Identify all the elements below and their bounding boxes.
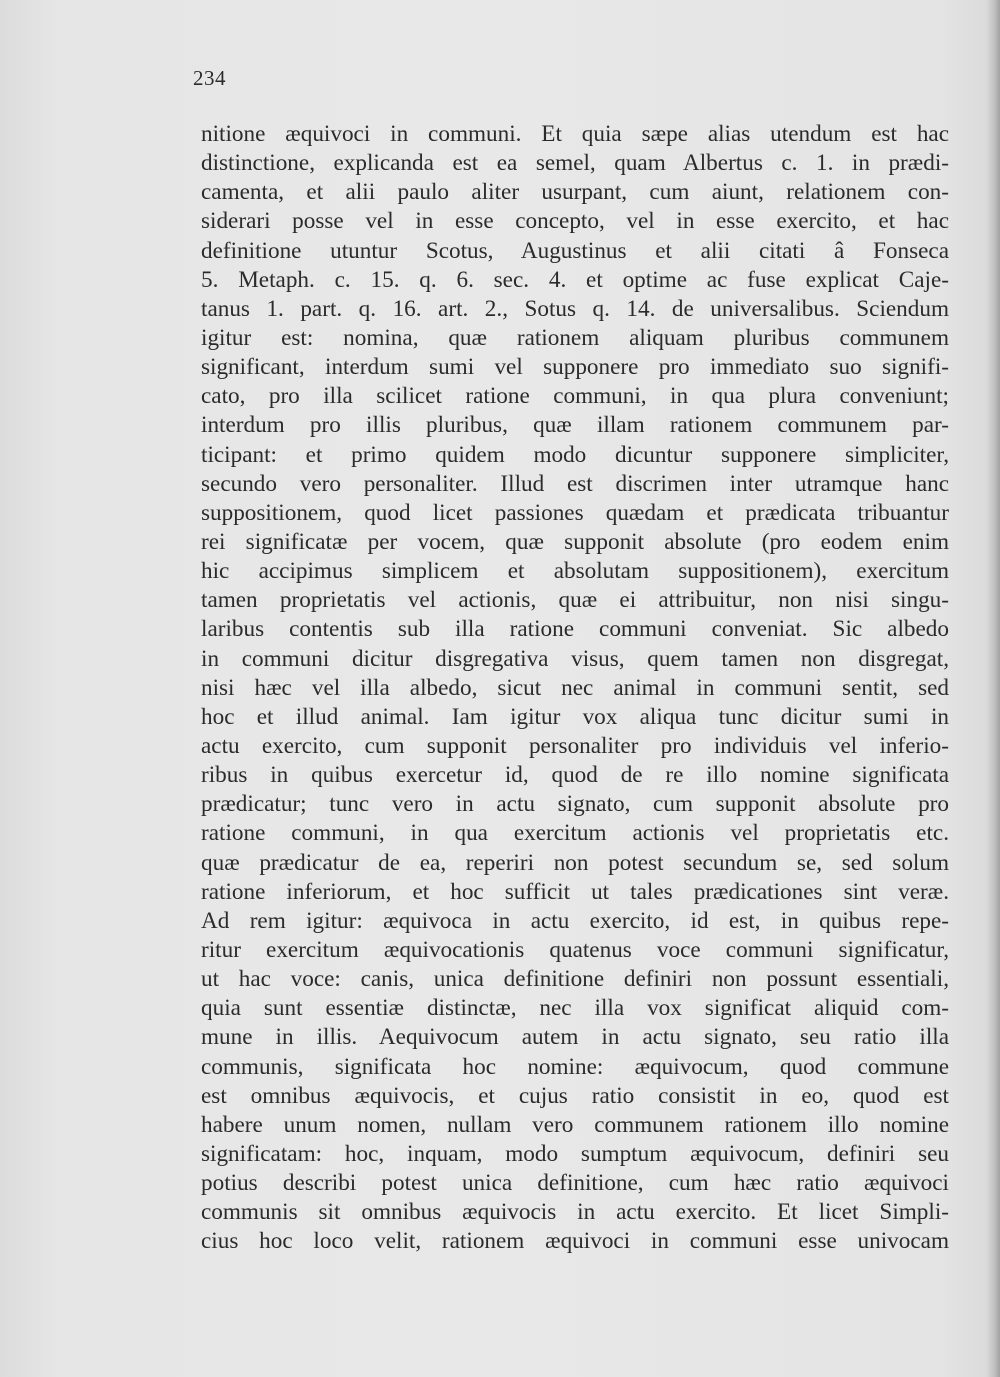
text-line: ut hac voce: canis, unica definitione definiri non possunt essentiali, bbox=[201, 966, 949, 993]
text-line: suppositionem, quod licet passiones quædam et prædicata tribuantur bbox=[201, 499, 949, 526]
text-line: communis sit omnibus æquivocis in actu exercito. Et licet Simpli- bbox=[201, 1199, 949, 1226]
text-line: interdum pro illis pluribus, quæ illam rationem communem par- bbox=[201, 412, 949, 439]
text-line: cato, pro illa scilicet ratione communi, in qua plura conveniunt; bbox=[201, 383, 949, 410]
text-line: hoc et illud animal. Iam igitur vox aliqua tunc dicitur sumi in bbox=[201, 703, 949, 730]
text-line: habere unum nomen, nullam vero communem rationem illo nomine bbox=[201, 1111, 949, 1138]
text-line: potius describi potest unica definitione, cum hæc ratio æquivoci bbox=[201, 1170, 949, 1197]
text-line: in communi dicitur disgregativa visus, quem tamen non disgregat, bbox=[201, 645, 949, 672]
text-line: laribus contentis sub illa ratione communi conveniat. Sic albedo bbox=[201, 616, 949, 643]
text-line: camenta, et alii paulo aliter usurpant, cum aiunt, relationem con- bbox=[201, 179, 949, 206]
text-line: mune in illis. Aequivocum autem in actu signato, seu ratio illa bbox=[201, 1024, 949, 1051]
text-line: 5. Metaph. c. 15. q. 6. sec. 4. et optime ac fuse explicat Caje- bbox=[201, 266, 949, 293]
text-line: prædicatur; tunc vero in actu signato, cum supponit absolute pro bbox=[201, 791, 949, 818]
text-line: distinctione, explicanda est ea semel, quam Albertus c. 1. in prædi- bbox=[201, 150, 949, 177]
text-line: nisi hæc vel illa albedo, sicut nec animal in communi sentit, sed bbox=[201, 674, 949, 701]
text-line: secundo vero personaliter. Illud est discrimen inter utramque hanc bbox=[201, 470, 949, 497]
text-line: cius hoc loco velit, rationem æquivoci in communi esse univocam bbox=[201, 1228, 949, 1255]
text-line: tamen proprietatis vel actionis, quæ ei attribuitur, non nisi singu- bbox=[201, 587, 949, 614]
text-line: ratione inferiorum, et hoc sufficit ut tales prædicationes sint veræ. bbox=[201, 878, 949, 905]
page-number: 234 bbox=[193, 66, 226, 90]
text-line: quia sunt essentiæ distinctæ, nec illa vox significat aliquid com- bbox=[201, 995, 949, 1022]
text-line: ticipant: et primo quidem modo dicuntur supponere simpliciter, bbox=[201, 441, 949, 468]
body-text bbox=[201, 120, 949, 1256]
text-line: definitione utuntur Scotus, Augustinus et alii citati â Fonseca bbox=[201, 237, 949, 264]
text-line: significant, interdum sumi vel supponere pro immediato suo signifi- bbox=[201, 354, 949, 381]
text-line: quæ prædicatur de ea, reperiri non potest secundum se, sed solum bbox=[201, 849, 949, 876]
text-line: igitur est: nomina, quæ rationem aliquam pluribus communem bbox=[201, 324, 949, 351]
text-line: ribus in quibus exercetur id, quod de re illo nomine significata bbox=[201, 762, 949, 789]
text-line: siderari posse vel in esse concepto, vel in esse exercito, et hac bbox=[201, 208, 949, 235]
text-line: ritur exercitum æquivocationis quatenus voce communi significatur, bbox=[201, 936, 949, 963]
text-line: ratione communi, in qua exercitum actionis vel proprietatis etc. bbox=[201, 820, 949, 847]
text-line: communis, significata hoc nomine: æquivocum, quod commune bbox=[201, 1053, 949, 1080]
page-edge-shadow bbox=[986, 0, 1000, 1377]
text-line: rei significatæ per vocem, quæ supponit absolute (pro eodem enim bbox=[201, 528, 949, 555]
text-line: hic accipimus simplicem et absolutam suppositionem), exercitum bbox=[201, 558, 949, 585]
text-line: tanus 1. part. q. 16. art. 2., Sotus q. 14. de universalibus. Sciendum bbox=[201, 295, 949, 322]
text-line: significatam: hoc, inquam, modo sumptum æquivocum, definiri seu bbox=[201, 1140, 949, 1167]
text-line: actu exercito, cum supponit personaliter pro individuis vel inferio- bbox=[201, 732, 949, 759]
text-line: Ad rem igitur: æquivoca in actu exercito, id est, in quibus repe- bbox=[201, 907, 949, 934]
text-line: est omnibus æquivocis, et cujus ratio consistit in eo, quod est bbox=[201, 1082, 949, 1109]
text-line: nitione æquivoci in communi. Et quia sæpe alias utendum est hac bbox=[201, 121, 949, 147]
